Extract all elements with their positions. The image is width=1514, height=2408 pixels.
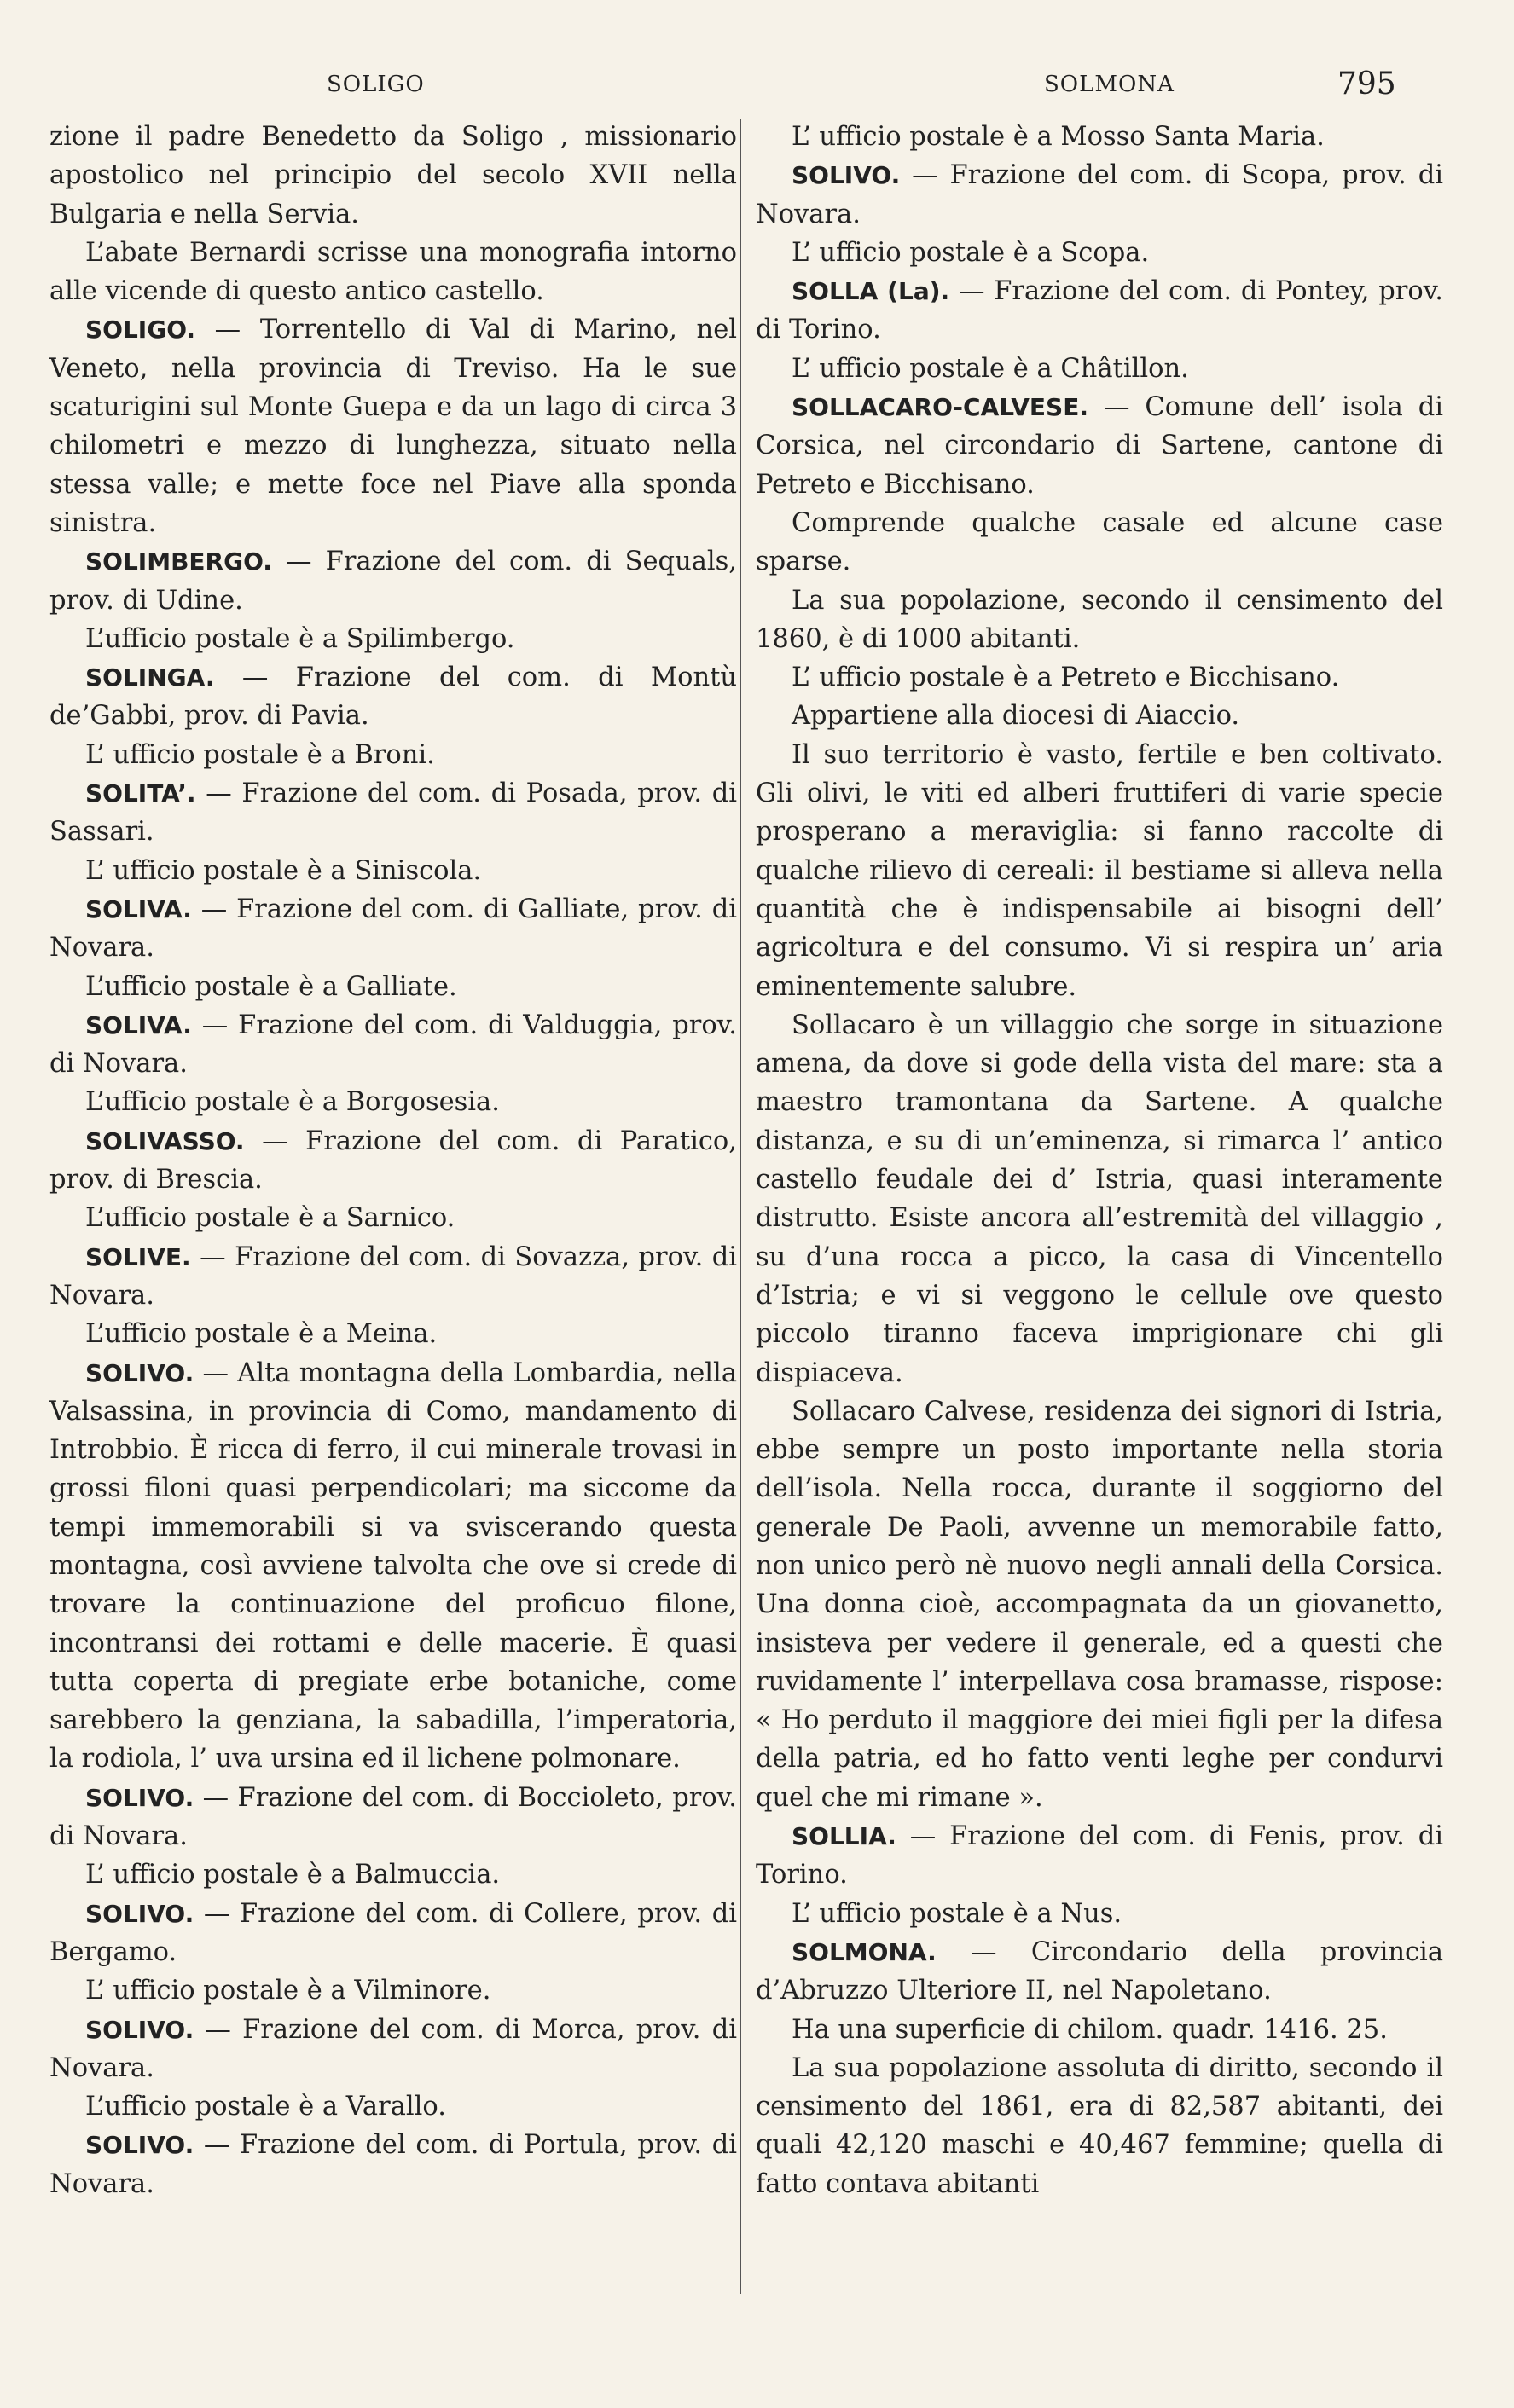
column-divider bbox=[740, 119, 741, 2294]
entry-headword: SOLIVE. bbox=[85, 1242, 191, 1271]
dictionary-entry bbox=[49, 1238, 737, 1316]
paragraph: La sua popolazione assoluta di diritto, secondo il censimento del 1861, era di 82,587 abitanti, dei quali 42,120 maschi e 40,467 femmine; quella di fatto contava abitanti bbox=[756, 2052, 1443, 2199]
paragraph: L’ ufficio postale è a Scopa. bbox=[792, 237, 1150, 268]
entry-text: — Frazione del com. di Pontey, prov. di Torino. bbox=[756, 276, 1443, 345]
paragraph: Il suo territorio è vasto, fertile e ben coltivato. Gli olivi, le viti ed alberi fruttiferi di varie specie prosperano a meraviglia: si fanno raccolte di qualche rilievo di cereali: il bestiame si alleva nella quantità che è indispensabile ai bisogni dell’ agricoltura e del consumo. Vi si respira un’ aria eminentemente salubre. bbox=[756, 739, 1443, 1002]
dictionary-entry bbox=[49, 658, 737, 736]
entry-headword: SOLMONA. bbox=[792, 1937, 937, 1966]
dictionary-entry bbox=[49, 774, 737, 852]
paragraph: Appartiene alla diocesi di Aiaccio. bbox=[792, 701, 1240, 732]
paragraph: L’ufficio postale è a Varallo. bbox=[85, 2092, 446, 2122]
entry-headword: SOLIMBERGO. bbox=[85, 547, 272, 576]
entry-headword: SOLLACARO-CALVESE. bbox=[792, 393, 1088, 422]
paragraph: zione il padre Benedetto da Soligo , missionario apostolico nel principio del secolo XVII nella Bulgaria e nella Servia. bbox=[49, 122, 737, 229]
dictionary-entry bbox=[49, 1779, 737, 1856]
entry-headword: SOLLA (La). bbox=[792, 277, 950, 306]
entry-text: — Circondario della provincia d’Abruzzo Ulteriore II, nel Napoletano. bbox=[756, 1936, 1443, 2006]
entry-headword: SOLIVASSO. bbox=[85, 1126, 245, 1155]
entry-headword: SOLIVO. bbox=[85, 2015, 194, 2044]
paragraph: La sua popolazione, secondo il censimento del 1860, è di 1000 abitanti. bbox=[756, 585, 1443, 654]
entry-text: — Frazione del com. di Posada, prov. di Sassari. bbox=[49, 779, 737, 848]
paragraph: L’ ufficio postale è a Siniscola. bbox=[85, 855, 482, 886]
right-running-head: SOLMONA bbox=[1044, 72, 1175, 97]
entry-text: — Frazione del com. di Sequals, prov. di Udine. bbox=[49, 547, 737, 616]
entry-headword: SOLIVO. bbox=[85, 2131, 194, 2160]
entry-headword: SOLIVO. bbox=[85, 1783, 194, 1812]
entry-text: — Frazione del com. di Fenis, prov. di Torino. bbox=[756, 1821, 1443, 1890]
paragraph: L’ufficio postale è a Galliate. bbox=[85, 971, 457, 1002]
paragraph: L’ufficio postale è a Borgosesia. bbox=[85, 1087, 500, 1118]
paragraph: L’ufficio postale è a Sarnico. bbox=[85, 1203, 455, 1234]
dictionary-entry bbox=[49, 1122, 737, 1200]
paragraph: Sollacaro Calvese, residenza dei signori di Istria, ebbe sempre un posto importante nella storia dell’isola. Nella rocca, durante il soggiorno del generale De Paoli, avvenne un memorabile fatto, non unico però nè nuovo negli annali della Corsica. Una donna cioè, accompagnata da un giovanetto, insisteva per vedere il generale, ed a questi che ruvidamente l’ interpellava cosa bramasse, rispose: « Ho perduto il maggiore dei miei figli per la difesa della patria, ed ho fatto venti leghe per condurvi quel che mi rimane ». bbox=[756, 1396, 1443, 1813]
entry-text: — Frazione del com. di Galliate, prov. di Novara. bbox=[49, 894, 737, 964]
paragraph: L’ ufficio postale è a Balmuccia. bbox=[85, 1860, 501, 1890]
dictionary-entry bbox=[49, 1006, 737, 1084]
paragraph: Sollacaro è un villaggio che sorge in situazione amena, da dove si gode della vista del mare: sta a maestro tramontana da Sartene. A qualche distanza, e su di un’eminenza, si rimarca l’ antico castello feudale dei d’ Istria, quasi interamente distrutto. Esiste ancora all’estremità del villaggio , su d’una rocca a picco, la casa di Vincentello d’Istria; e vi si veggono le cellule ove questo piccolo tiranno faceva imprigionare chi gli dispiaceva. bbox=[756, 1010, 1443, 1388]
paragraph: L’ufficio postale è a Meina. bbox=[85, 1319, 438, 1350]
entry-text: — Frazione del com. di Portula, prov. di Novara. bbox=[49, 2130, 737, 2199]
entry-text: — Torrentello di Val di Marino, nel Veneto, nella provincia di Treviso. Ha le sue scaturigini sul Monte Guepa e da un lago di circa 3 chilometri e mezzo di lunghezza, situato nella stessa valle; e mette foce nel Piave alla sponda sinistra. bbox=[49, 315, 737, 538]
left-running-head: SOLIGO bbox=[327, 72, 425, 97]
paragraph: L’ ufficio postale è a Châtillon. bbox=[792, 353, 1189, 384]
paragraph: Comprende qualche casale ed alcune case sparse. bbox=[756, 507, 1443, 577]
page-number: 795 bbox=[1337, 67, 1396, 101]
entry-text: — Frazione del com. di Scopa, prov. di Novara. bbox=[756, 160, 1443, 229]
entry-text: — Frazione del com. di Valduggia, prov. di Novara. bbox=[49, 1010, 737, 1080]
entry-headword: SOLITA’. bbox=[85, 779, 196, 808]
paragraph: L’ ufficio postale è a Petreto e Bicchisano. bbox=[792, 663, 1340, 693]
entry-text: — Alta montagna della Lombardia, nella Valsassina, in provincia di Como, mandamento di Introbbio. È ricca di ferro, il cui minerale trovasi in grossi filoni quasi perpendicolari; ma siccome da tempi immemorabili si va sviscerando questa montagna, così avviene talvolta che ove si crede di trovare la continuazione del proficuo filone, incontransi dei rottami e delle macerie. È quasi tutta coperta di pregiate erbe botaniche, come sarebbero la genziana, la sabadilla, l’imperatoria, la rodiola, l’ uva ursina ed il lichene polmonare. bbox=[49, 1357, 737, 1774]
paragraph: Ha una superficie di chilom. quadr. 1416. 25. bbox=[792, 2014, 1388, 2045]
dictionary-entry bbox=[756, 156, 1443, 234]
entry-text: — Frazione del com. di Morca, prov. di Novara. bbox=[49, 2014, 737, 2083]
paragraph: L’ufficio postale è a Spilimbergo. bbox=[85, 623, 515, 654]
entry-text: — Frazione del com. di Boccioleto, prov. di Novara. bbox=[49, 1782, 737, 1852]
dictionary-entry bbox=[756, 272, 1443, 350]
dictionary-entry bbox=[49, 310, 737, 542]
dictionary-entry bbox=[49, 1354, 737, 1779]
entry-headword: SOLIVO. bbox=[85, 1899, 194, 1928]
dictionary-entry bbox=[49, 2011, 737, 2088]
left-column bbox=[49, 118, 737, 2203]
entry-headword: SOLIVO. bbox=[85, 1358, 194, 1387]
dictionary-entry bbox=[49, 1895, 737, 1972]
entry-headword: SOLIVA. bbox=[85, 894, 192, 923]
paragraph: L’ ufficio postale è a Mosso Santa Maria. bbox=[792, 122, 1325, 152]
dictionary-entry bbox=[49, 890, 737, 968]
dictionary-entry bbox=[49, 542, 737, 620]
entry-headword: SOLIVA. bbox=[85, 1010, 192, 1039]
entry-text: — Frazione del com. di Collere, prov. di Bergamo. bbox=[49, 1898, 737, 1967]
entry-headword: SOLIGO. bbox=[85, 315, 196, 344]
dictionary-entry bbox=[49, 2126, 737, 2203]
entry-text: — Frazione del com. di Sovazza, prov. di Novara. bbox=[49, 1242, 737, 1311]
entry-headword: SOLIVO. bbox=[792, 161, 901, 190]
entry-text: — Frazione del com. di Montù de’Gabbi, prov. di Pavia. bbox=[49, 663, 737, 732]
dictionary-entry bbox=[756, 1933, 1443, 2011]
paragraph: L’abate Bernardi scrisse una monografia intorno alle vicende di questo antico castello. bbox=[49, 237, 737, 307]
dictionary-entry bbox=[756, 388, 1443, 504]
paragraph: L’ ufficio postale è a Vilminore. bbox=[85, 1976, 491, 2006]
entry-text: — Frazione del com. di Paratico, prov. di Brescia. bbox=[49, 1126, 737, 1195]
entry-headword: SOLINGA. bbox=[85, 663, 215, 692]
right-column bbox=[756, 118, 1443, 2203]
dictionary-entry bbox=[756, 1817, 1443, 1895]
paragraph: L’ ufficio postale è a Broni. bbox=[85, 739, 435, 770]
entry-headword: SOLLIA. bbox=[792, 1822, 896, 1851]
paragraph: L’ ufficio postale è a Nus. bbox=[792, 1898, 1122, 1929]
entry-text: — Comune dell’ isola di Corsica, nel circondario di Sartene, cantone di Petreto e Bicchisano. bbox=[756, 392, 1443, 500]
